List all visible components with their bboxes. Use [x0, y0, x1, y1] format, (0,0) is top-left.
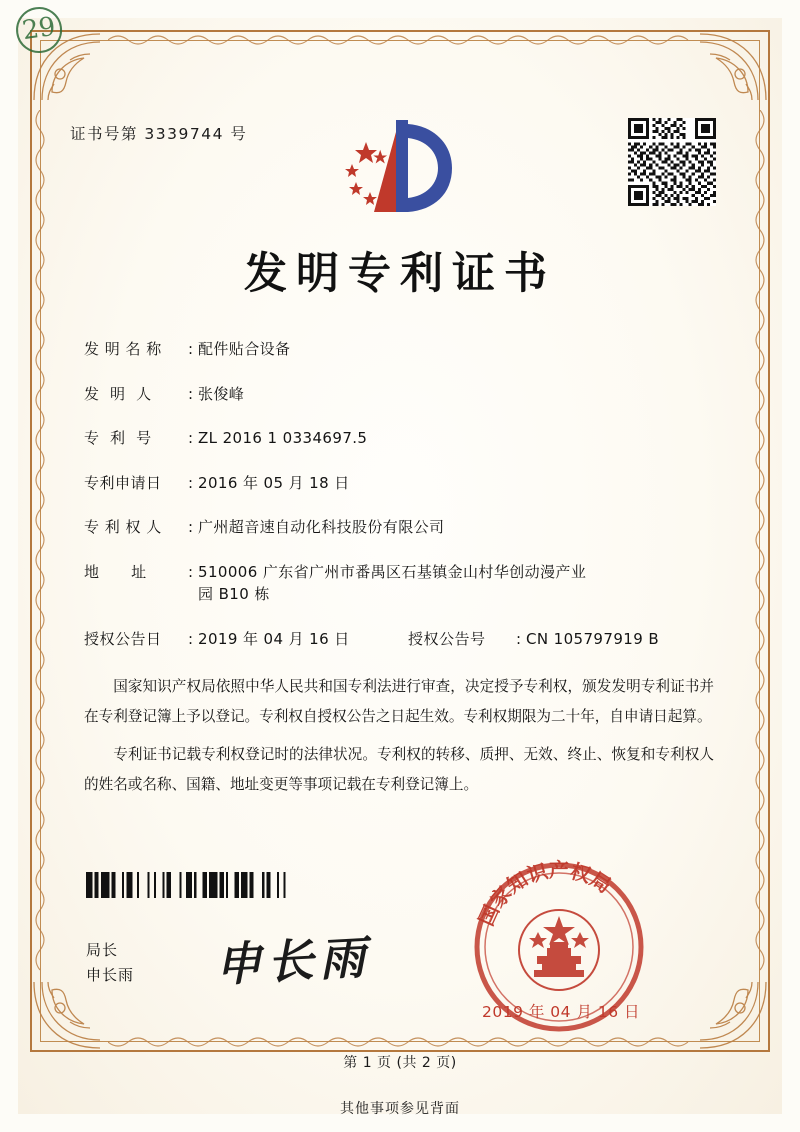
handwritten-page-mark: [13, 3, 65, 56]
back-note: 其他事项参见背面: [340, 1101, 460, 1117]
sub-field-label: 授权公告号: [408, 629, 486, 648]
field-patentee: [84, 516, 724, 539]
field-label: 专利申请日: [84, 473, 162, 492]
field-label: 发 明 名 称: [84, 340, 162, 358]
field-colon: :: [188, 429, 194, 447]
field-value: 2019 年 04 月 16 日: [198, 629, 350, 648]
border-ornament-top: [108, 32, 692, 48]
field-grant-announcement: [84, 628, 724, 651]
page-title: 发明专利证书: [244, 249, 556, 299]
corner-ornament-icon: [30, 978, 104, 1052]
barcode: [86, 872, 294, 898]
field-address: [84, 561, 724, 606]
field-value: ZL 2016 1 0334697.5: [198, 429, 368, 447]
field-patent-number: [84, 427, 724, 450]
field-colon: :: [188, 518, 194, 536]
page-mark-value: 29: [13, 4, 65, 56]
field-colon: :: [188, 473, 194, 492]
sub-field-colon: :: [516, 629, 522, 648]
field-label: 专 利 号: [84, 429, 152, 447]
field-label: 地 址: [84, 562, 147, 581]
director-title: 局长: [86, 941, 119, 959]
page-indicator: 第 1 页 (共 2 页): [343, 1055, 457, 1071]
field-value: 2016 年 05 月 18 日: [198, 473, 350, 492]
field-value: 510006 广东省广州市番禺区石基镇金山村华创动漫产业: [198, 562, 587, 581]
signature-block: [86, 938, 134, 988]
certificate-fields: [84, 338, 724, 672]
paragraph-2: 专利证书记载专利权登记时的法律状况。专利权的转移、质押、无效、终止、恢复和专利权人的姓名或名称、国籍、地址变更等事项记载在专利登记簿上。: [84, 746, 714, 793]
paragraph-1: 国家知识产权局依照中华人民共和国专利法进行审查，决定授予专利权，颁发发明专利证书并在专利登记簿上予以登记。专利权自授权公告之日起生效。专利权期限为二十年，自申请日起算。: [84, 678, 714, 725]
handwritten-signature: 申长雨: [213, 929, 373, 993]
seal-arc-text: 国家知识产权局: [473, 857, 616, 930]
field-colon: :: [188, 629, 194, 648]
field-label: 发 明 人: [84, 384, 152, 403]
field-label: 授权公告日: [84, 629, 162, 648]
field-value-wrap: [198, 561, 724, 606]
cnipa-emblem-icon: [322, 112, 472, 222]
field-value: 张俊峰: [198, 384, 245, 403]
field-value: 配件贴合设备: [198, 340, 291, 358]
field-colon: :: [188, 384, 194, 403]
director-name: 申长雨: [86, 966, 135, 984]
field-inventor: [84, 383, 724, 406]
svg-text:国家知识产权局: [474, 858, 616, 929]
field-colon: :: [188, 562, 194, 581]
field-invention-name: [84, 338, 724, 361]
sub-field-value: CN 105797919 B: [526, 629, 660, 648]
field-value-line2: 园 B10 栋: [198, 585, 270, 603]
qr-code: [628, 118, 716, 206]
certificate-number: 证书号第 3339744 号: [70, 125, 248, 143]
legal-text: [84, 672, 714, 808]
corner-ornament-icon: [696, 30, 770, 104]
field-label: 专 利 权 人: [84, 518, 162, 536]
field-application-date: [84, 472, 724, 495]
field-colon: :: [188, 340, 194, 358]
field-value: 广州超音速自动化科技股份有限公司: [198, 518, 445, 536]
seal-date: 2019 年 04 月 16 日: [482, 1003, 641, 1021]
corner-ornament-icon: [696, 978, 770, 1052]
